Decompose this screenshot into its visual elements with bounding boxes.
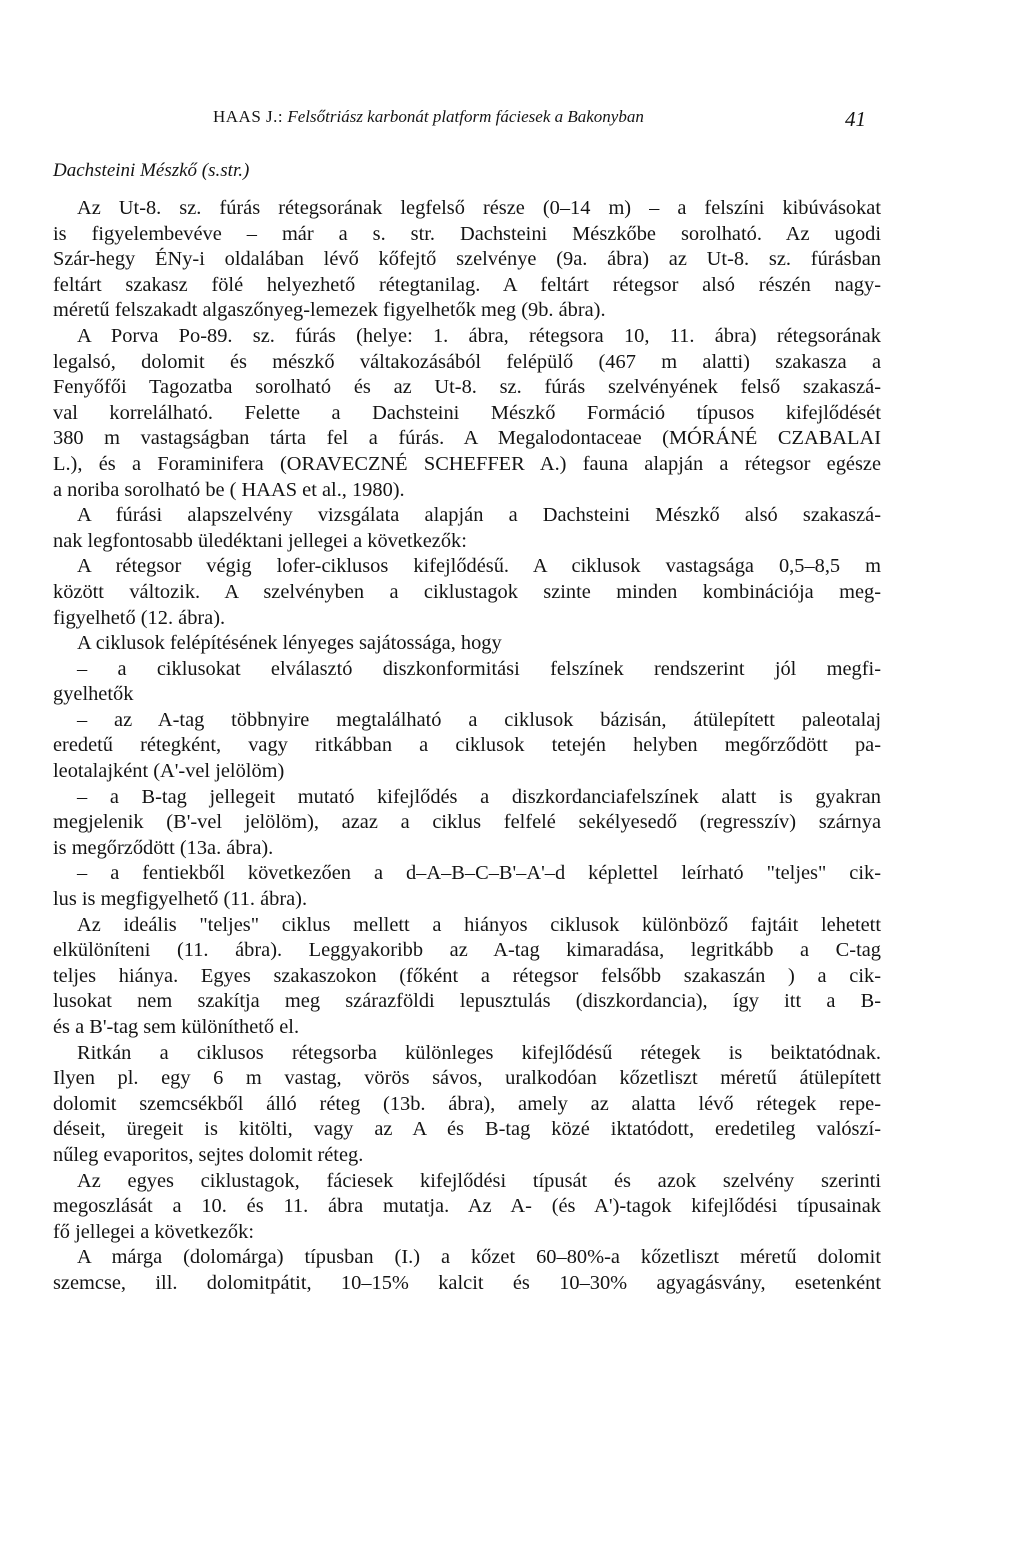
text-line: A márga (dolomárga) típusban (I.) a kőzet 60–80%-a kőzetliszt méretű dolomit xyxy=(77,1246,881,1269)
text-line: nak legfontosabb üledéktani jellegei a következők: xyxy=(53,529,467,552)
text-line: a noriba sorolható be ( HAAS et al., 1980). xyxy=(53,478,405,501)
text-line: elkülöníteni (11. ábra). Leggyakoribb az A-tag kimaradása, legritkább a C-tag xyxy=(53,939,881,962)
text-line: – a ciklusokat elválasztó diszkonformitási felszínek rendszerint jól megfi- xyxy=(77,657,881,680)
text-line: val korrelálható. Felette a Dachsteini Mészkő Formáció típusos kifejlődését xyxy=(53,401,881,424)
text-line: Az Ut-8. sz. fúrás rétegsorának legfelső része (0–14 m) – a felszíni kibúvásokat xyxy=(77,197,881,219)
running-header xyxy=(0,107,1024,137)
text-line: A Porva Po-89. sz. fúrás (helye: 1. ábra, rétegsora 10, 11. ábra) rétegsorának xyxy=(77,324,881,347)
text-line: nűleg evaporitos, sejtes dolomit réteg. xyxy=(53,1143,364,1166)
running-title xyxy=(213,107,644,127)
text-line: leotalajként (A'-vel jelölöm) xyxy=(53,760,285,783)
text-line: Az ideális "teljes" ciklus mellett a hiányos ciklusok különböző fajtáit lehetett xyxy=(77,913,881,936)
text-line: dolomit szemcsékből álló réteg (13b. ábra), amely az alatta lévő rétegek repe- xyxy=(53,1092,881,1115)
text-line: feltárt szakasz fölé helyezhető rétegtanilag. A feltárt rétegsor alsó részén nagy- xyxy=(53,273,881,296)
running-title-text: Felsőtriász karbonát platform fáciesek a Bakonyban xyxy=(287,107,644,126)
text-line: lus is megfigyelhető (11. ábra). xyxy=(53,888,308,911)
text-line: és a B'-tag sem különíthető el. xyxy=(53,1016,300,1038)
text-line: 380 m vastagságban tárta fel a fúrás. A Megalodontaceae (MÓRÁNÉ CZABALAI xyxy=(53,427,881,450)
text-line: L.), és a Foraminifera (ORAVECZNÉ SCHEFFER A.) fauna alapján a rétegsor egésze xyxy=(53,452,881,475)
text-line: – a B-tag jellegeit mutató kifejlődés a diszkordanciafelszínek alatt is gyakran xyxy=(77,785,881,808)
text-line: A ciklusok felépítésének lényeges sajátossága, hogy xyxy=(77,632,502,655)
text-line: megoszlását a 10. és 11. ábra mutatja. Az A- (és A')-tagok kifejlődési típusainak xyxy=(53,1195,881,1218)
section-heading: Dachsteini Mészkő (s.str.) xyxy=(53,160,250,181)
text-line: fő jellegei a következők: xyxy=(53,1220,254,1243)
text-line: Szár-hegy ÉNy-i oldalában lévő kőfejtő szelvénye (9a. ábra) az Ut-8. sz. fúrásban xyxy=(53,248,881,271)
running-author: HAAS J.: xyxy=(213,107,284,126)
text-line: is megőrződött (13a. ábra). xyxy=(53,836,274,859)
text-line: legalsó, dolomit és mészkő váltakozásából felépülő (467 m alatti) szakasza a xyxy=(53,350,881,373)
text-line: déseit, üregeit is kitölti, vagy az A és B-tag közé iktatódott, eredetileg valószí- xyxy=(53,1118,881,1141)
text-line: gyelhetők xyxy=(53,683,134,706)
text-line: Az egyes ciklustagok, fáciesek kifejlődési típusát és azok szelvény szerinti xyxy=(77,1169,881,1192)
text-line: között változik. A szelvényben a ciklustagok szinte minden kombinációja meg- xyxy=(53,580,881,603)
text-line: megjelenik (B'-vel jelölöm), azaz a ciklus felfelé sekélyesedő (regresszív) szárnya xyxy=(53,811,881,834)
text-line: Fenyőfői Tagozatba sorolható és az Ut-8. sz. fúrás szelvényének felső szakaszá- xyxy=(53,376,881,399)
text-line: szemcse, ill. dolomitpátit, 10–15% kalcit és 10–30% agyagásvány, esetenként xyxy=(53,1271,881,1294)
text-line: Ritkán a ciklusos rétegsorba különleges kifejlődésű rétegek is beiktatódnak. xyxy=(77,1041,881,1064)
text-line: Ilyen pl. egy 6 m vastag, vörös sávos, uralkodóan kőzetliszt méretű átülepített xyxy=(53,1067,881,1090)
text-line: méretű felszakadt algaszőnyeg-lemezek figyelhetők meg (9b. ábra). xyxy=(53,299,606,322)
text-line: is figyelembevéve – már a s. str. Dachsteini Mészkőbe sorolható. Az ugodi xyxy=(53,222,881,245)
text-line: figyelhető (12. ábra). xyxy=(53,606,226,629)
text-line: – a fentiekből következően a d–A–B–C–B'–A'–d képlettel leírható "teljes" cik- xyxy=(77,862,881,885)
page-number: 41 xyxy=(845,107,866,131)
text-line: A fúrási alapszelvény vizsgálata alapján a Dachsteini Mészkő alsó szakaszá- xyxy=(77,504,881,527)
body-text xyxy=(53,196,881,1297)
text-line: eredetű rétegként, vagy ritkábban a ciklusok tetején helyben megőrződött pa- xyxy=(53,734,881,757)
text-line: teljes hiánya. Egyes szakaszokon (főként a rétegsor felsőbb szakaszán ) a cik- xyxy=(53,964,881,987)
text-line: lusokat nem szakítja meg szárazföldi lepusztulás (diszkordancia), így itt a B- xyxy=(53,990,881,1013)
text-line: – az A-tag többnyire megtalálható a ciklusok bázisán, átülepített paleotalaj xyxy=(77,708,881,731)
text-line: A rétegsor végig lofer-ciklusos kifejlődésű. A ciklusok vastagsága 0,5–8,5 m xyxy=(77,555,881,578)
